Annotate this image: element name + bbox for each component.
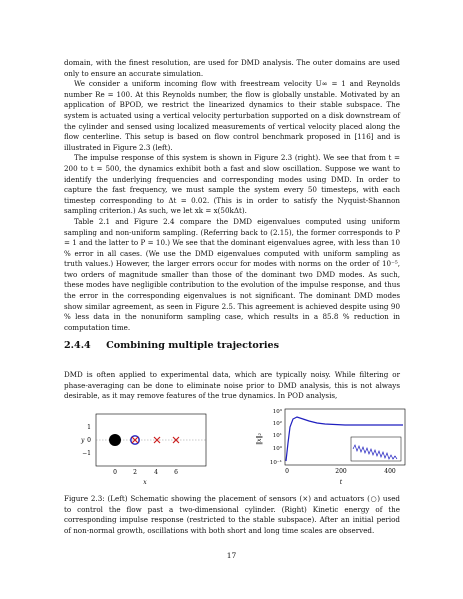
- section-number: 2.4.4: [64, 340, 91, 351]
- energy-curve: [286, 417, 403, 461]
- y-tick-label: −1: [82, 450, 91, 457]
- y-tick-label: 0: [87, 437, 91, 444]
- x-tick-label: 400: [384, 468, 396, 475]
- y-tick-label: 10³: [272, 409, 282, 415]
- paragraph-4: Table 2.1 and Figure 2.4 compare the DMD eigenvalues computed using uniform sampling and non-uniform sampling. (Referring back to (2.15), the former corresponds to P = 1 and the latter to P = 10.) We see that the dominant eigenvalues agree, with less than 10 % error in all cases. (We use the DMD eigenvalues computed with uniform sampling as truth values.) However, the larger errors occur for modes with norms on the order of 10⁻⁵, two orders of magnitude smaller than those of the dominant two DMD modes. As such, these modes have negligible contribution to the evolution of the impulse response, and thus the error in the corresponding eigenvalues is not significant. The dominant DMD modes show similar agreement, as seen in Figure 2.5. This agreement is achieved despite using 90 % less data in the nonuniform sampling case, which results in a 85.8 % reduction in computation time.: [64, 216, 400, 332]
- inset-frame: [351, 437, 401, 461]
- y-tick-label: 10²: [272, 421, 282, 427]
- y-tick-label: 10⁰: [272, 446, 282, 452]
- x-tick-label: 4: [154, 469, 158, 476]
- paragraph-5: DMD is often applied to experimental data, which are typically noisy. While filtering or phase-averaging can be done to eliminate noise prior to DMD analysis, this is not always desirable, as it may remove features of the true dynamics. In POD analysis,: [64, 370, 400, 401]
- y-axis-label: y: [81, 437, 85, 444]
- section-heading: [64, 340, 400, 351]
- paragraph-3: The impulse response of this system is shown in Figure 2.3 (right). We see that from t = 200 to t = 500, the dynamics exhibit both a fast and slow oscillation. Suppose we want to identify the underlying frequencies and corresponding modes using DMD. In order to capture the fast frequency, we must sample the system every 50 timesteps, with each timestep corresponding to Δt = 0.02. (This is in order to satisfy the Nyquist-Shannon sampling criterion.) As such, we let xk = x(50kΔt).: [64, 153, 400, 216]
- figure-caption: Figure 2.3: (Left) Schematic showing the placement of sensors (×) and actuators (○) used to control the flow past a two-dimensional cylinder. (Right) Kinetic energy of the corresponding impulse response (restricted to the stable subspace). After an initial period of non-normal growth, oscillations with both short and long time scales are observed.: [64, 494, 400, 535]
- impulse-response-figure: [245, 405, 410, 490]
- page-number: 17: [226, 551, 237, 560]
- inset-oscillation: [353, 445, 397, 459]
- y-tick-label: 10⁻¹: [269, 460, 282, 466]
- paragraph-2: We consider a uniform incoming flow with freestream velocity U∞ = 1 and Reynolds number Re = 100. At this Reynolds number, the flow is globally unstable. Motivated by an application of BPOD, we restrict the linearized dynamics to their stable subspace. The system is actuated using a vertical velocity perturbation supported on a disk downstream of the cylinder and sensed using localized measurements of vertical velocity placed along the flow centerline. This setup is based on flow control benchmark proposed in [116] and is illustrated in Figure 2.3 (left).: [64, 79, 400, 152]
- y-axis-label: ‖x‖₂: [256, 433, 263, 445]
- x-tick-label: 6: [174, 469, 178, 476]
- x-axis-label: x: [143, 479, 147, 486]
- paragraph-1: domain, with the finest resolution, are used for DMD analysis. The outer domains are used only to ensure an accurate simulation.: [64, 58, 400, 78]
- section-title: Combining multiple trajectories: [106, 340, 280, 351]
- cylinder: [109, 434, 121, 446]
- x-tick-label: 0: [113, 469, 117, 476]
- schematic-figure: [82, 412, 212, 490]
- x-tick-label: 0: [285, 468, 289, 475]
- x-tick-label: 200: [335, 468, 347, 475]
- body-text: [64, 58, 400, 333]
- body-text-2: [64, 363, 400, 409]
- x-tick-label: 2: [133, 469, 137, 476]
- y-tick-label: 1: [87, 424, 91, 431]
- x-axis-label: t: [339, 479, 343, 486]
- y-tick-label: 10¹: [272, 433, 282, 439]
